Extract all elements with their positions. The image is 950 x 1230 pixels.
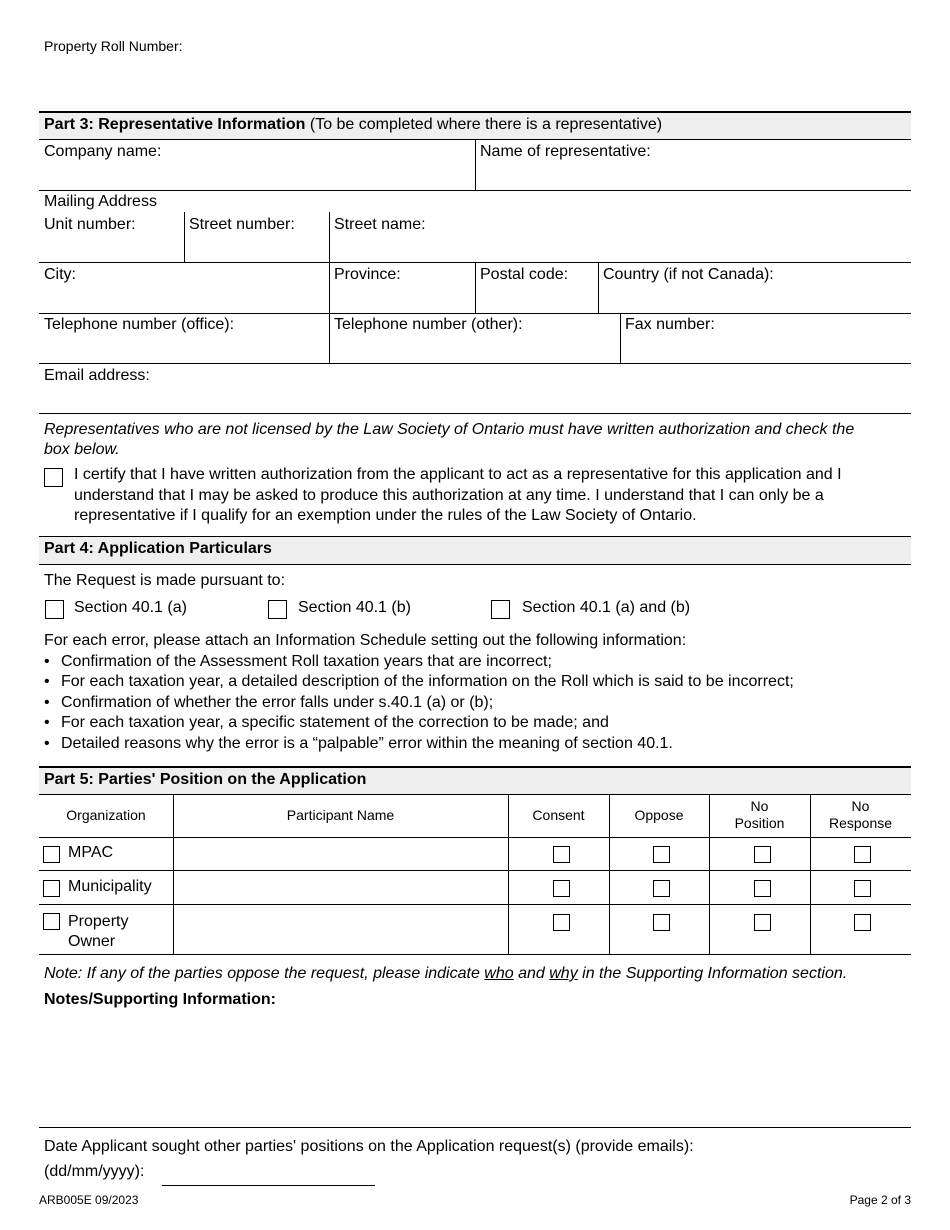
notes-heading: Notes/Supporting Information: (44, 991, 276, 1008)
representative-notice-line2: box below. (44, 441, 120, 458)
municipality-oppose-checkbox[interactable] (653, 880, 670, 897)
telephone-office-field[interactable]: Telephone number (office): (44, 316, 235, 333)
mpac-consent-checkbox[interactable] (553, 846, 570, 863)
section-40-1-a-label: Section 40.1 (a) (74, 599, 187, 616)
schedule-intro: For each error, please attach an Information Schedule setting out the following information: (44, 632, 687, 649)
list-item: • For each taxation year, a specific statement of the correction to be made; and (44, 714, 609, 731)
mpac-no-response-checkbox[interactable] (854, 846, 871, 863)
part4-title: Part 4: Application Particulars (44, 540, 272, 557)
request-intro: The Request is made pursuant to: (44, 572, 286, 589)
street-number-field[interactable]: Street number: (189, 216, 295, 233)
list-item: • For each taxation year, a detailed description of the information on the Roll which is said to be incorrect; (44, 673, 794, 690)
part5-title: Part 5: Parties' Position on the Application (44, 771, 367, 788)
section-40-1-ab-label: Section 40.1 (a) and (b) (522, 599, 691, 616)
municipality-checkbox[interactable] (43, 880, 60, 897)
country-field[interactable]: Country (if not Canada): (603, 266, 774, 283)
postal-code-field[interactable]: Postal code: (480, 266, 569, 283)
org-municipality-label: Municipality (68, 878, 152, 895)
part5-header (39, 766, 911, 795)
column-header-consent: Consent (532, 807, 585, 823)
column-header-no-response: No Response (828, 798, 893, 831)
column-header-no-position: No Position (734, 798, 785, 831)
province-field[interactable]: Province: (334, 266, 401, 283)
section-40-1-a-checkbox[interactable] (45, 600, 64, 619)
page-number: Page 2 of 3 (849, 1193, 911, 1207)
property-owner-no-response-checkbox[interactable] (854, 914, 871, 931)
date-input[interactable] (162, 1167, 375, 1186)
mpac-checkbox[interactable] (43, 846, 60, 863)
company-name-field[interactable]: Company name: (44, 143, 162, 160)
certify-text-line2: understand that I may be asked to produce this authorization at any time. I understand that I can only be a (74, 487, 824, 504)
unit-number-field[interactable]: Unit number: (44, 216, 136, 233)
section-40-1-ab-checkbox[interactable] (491, 600, 510, 619)
municipality-no-response-checkbox[interactable] (854, 880, 871, 897)
certify-text-line1: I certify that I have written authorization from the applicant to act as a representative for this application and I (74, 466, 842, 483)
property-owner-consent-checkbox[interactable] (553, 914, 570, 931)
property-owner-no-position-checkbox[interactable] (754, 914, 771, 931)
mpac-oppose-checkbox[interactable] (653, 846, 670, 863)
org-mpac-label: MPAC (68, 844, 114, 861)
property-roll-label: Property Roll Number: (44, 38, 183, 54)
property-owner-oppose-checkbox[interactable] (653, 914, 670, 931)
section-40-1-b-checkbox[interactable] (268, 600, 287, 619)
column-header-oppose: Oppose (634, 807, 684, 823)
municipality-consent-checkbox[interactable] (553, 880, 570, 897)
date-sought-label: Date Applicant sought other parties' positions on the Application request(s) (provide emails): (44, 1138, 694, 1155)
list-item: • Confirmation of the Assessment Roll taxation years that are incorrect; (44, 653, 552, 670)
telephone-other-field[interactable]: Telephone number (other): (334, 316, 523, 333)
part3-header (39, 111, 911, 140)
property-owner-checkbox[interactable] (43, 913, 60, 930)
date-format-label: (dd/mm/yyyy): (44, 1163, 145, 1180)
list-item: • Confirmation of whether the error falls under s.40.1 (a) or (b); (44, 694, 494, 711)
fax-number-field[interactable]: Fax number: (625, 316, 715, 333)
part4-header (39, 536, 911, 565)
mpac-no-position-checkbox[interactable] (754, 846, 771, 863)
email-address-field[interactable]: Email address: (44, 367, 150, 384)
section-40-1-b-label: Section 40.1 (b) (298, 599, 411, 616)
city-field[interactable]: City: (44, 266, 76, 283)
notes-textarea[interactable] (39, 1012, 911, 1124)
org-property-owner-label: Property Owner (68, 913, 129, 950)
representative-name-field[interactable]: Name of representative: (480, 143, 651, 160)
certify-text-line3: representative if I qualify for an exemption under the rules of the Law Society of Ontario. (74, 507, 697, 524)
column-header-participant: Participant Name (286, 807, 395, 823)
street-name-field[interactable]: Street name: (334, 216, 426, 233)
list-item: • Detailed reasons why the error is a “palpable” error within the meaning of section 40.1. (44, 735, 673, 752)
mailing-address-label: Mailing Address (44, 193, 157, 210)
certify-checkbox[interactable] (44, 468, 63, 487)
representative-notice-line1: Representatives who are not licensed by the Law Society of Ontario must have written authorization and check the (44, 421, 855, 438)
part3-title: Part 3: Representative Information (44, 116, 306, 133)
part3-subtitle: (To be completed where there is a representative) (309, 116, 663, 133)
column-header-organization: Organization (66, 807, 146, 823)
oppose-note: Note: If any of the parties oppose the request, please indicate who and why in the Supporting Information section. (44, 965, 848, 982)
municipality-no-position-checkbox[interactable] (754, 880, 771, 897)
form-code: ARB005E 09/2023 (39, 1193, 139, 1207)
